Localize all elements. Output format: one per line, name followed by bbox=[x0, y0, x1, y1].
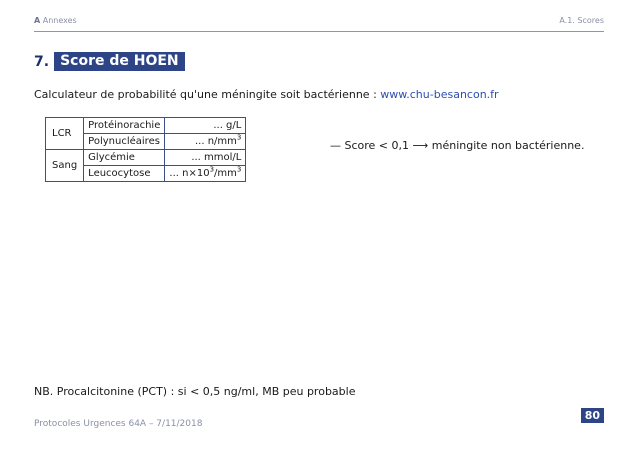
param-unit-tail: /mm bbox=[214, 168, 237, 179]
param-name: Leucocytose bbox=[84, 166, 165, 182]
header-section bbox=[34, 16, 77, 25]
group-label-sang: Sang bbox=[46, 150, 84, 182]
param-name: Glycémie bbox=[84, 150, 165, 166]
header-section-letter: A bbox=[34, 16, 41, 25]
intro-paragraph bbox=[34, 88, 499, 101]
intro-text: Calculateur de probabilité qu'une méningite soit bactérienne : bbox=[34, 88, 381, 101]
page-title bbox=[34, 52, 185, 71]
title-number: 7. bbox=[34, 53, 50, 70]
param-unit-exponent: 3 bbox=[209, 165, 215, 174]
param-unit bbox=[165, 166, 246, 182]
group-label-lcr: LCR bbox=[46, 118, 84, 150]
param-name: Polynucléaires bbox=[84, 134, 165, 150]
param-unit-exponent-2: 3 bbox=[236, 165, 242, 174]
table-row bbox=[46, 150, 246, 166]
score-note: — Score < 0,1 ⟶ méningite non bactérienne. bbox=[330, 139, 585, 152]
param-unit: ... mmol/L bbox=[165, 150, 246, 166]
nb-note: NB. Procalcitonine (PCT) : si < 0,5 ng/ml, MB peu probable bbox=[34, 385, 356, 398]
param-unit-text: ... n×10 bbox=[169, 168, 210, 179]
header-subsection: A.1. Scores bbox=[559, 16, 604, 25]
title-text: Score de HOEN bbox=[54, 52, 185, 71]
param-unit bbox=[165, 134, 246, 150]
table-row bbox=[46, 118, 246, 134]
param-unit: ... g/L bbox=[165, 118, 246, 134]
param-unit-exponent: 3 bbox=[236, 133, 242, 142]
parameters-table bbox=[45, 117, 246, 182]
param-unit-text: ... n/mm bbox=[194, 136, 237, 147]
page-number-badge: 80 bbox=[581, 408, 604, 423]
header-section-title: Annexes bbox=[42, 16, 77, 25]
footer-text: Protocoles Urgences 64A – 7/11/2018 bbox=[34, 419, 203, 429]
chu-link[interactable]: www.chu-besancon.fr bbox=[380, 88, 499, 101]
param-name: Protéinorachie bbox=[84, 118, 165, 134]
header-divider bbox=[34, 31, 604, 32]
